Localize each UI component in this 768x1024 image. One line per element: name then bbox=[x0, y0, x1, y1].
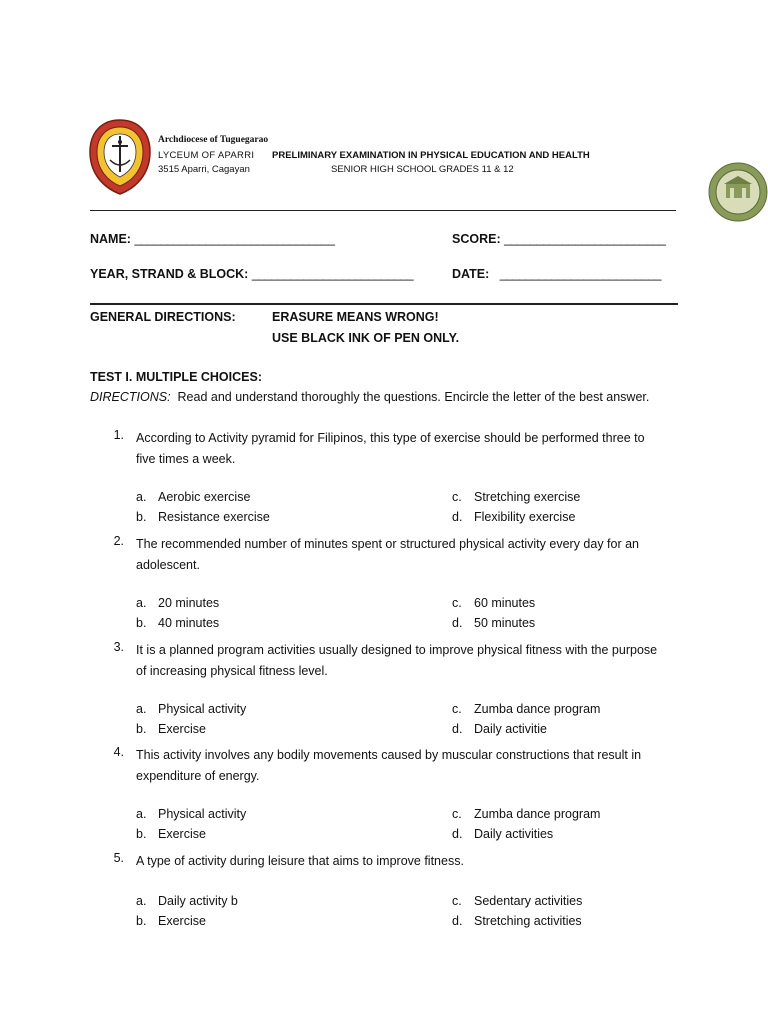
answer-option[interactable] bbox=[452, 702, 600, 716]
answer-option[interactable] bbox=[452, 510, 575, 524]
option-letter[interactable]: d. bbox=[452, 510, 463, 524]
option-text: Stretching exercise bbox=[474, 490, 581, 504]
option-letter[interactable]: b. bbox=[136, 722, 147, 736]
year-strand-block-blank[interactable]: _________________________ bbox=[251, 267, 414, 281]
question-text: A type of activity during leisure that aims to improve fitness. bbox=[136, 854, 464, 868]
answer-option[interactable] bbox=[452, 722, 547, 736]
question-text: According to Activity pyramid for Filipinos, this type of exercise should be performed three to five times a week. bbox=[136, 431, 645, 466]
option-letter[interactable]: b. bbox=[136, 616, 147, 630]
question-number: 3. bbox=[113, 640, 124, 654]
school-seal-logo bbox=[708, 162, 768, 222]
date-blank[interactable]: _________________________ bbox=[499, 267, 661, 281]
score-label: SCORE: bbox=[452, 232, 501, 246]
fields-divider bbox=[90, 303, 678, 305]
question-number: 4. bbox=[113, 745, 124, 759]
option-letter[interactable]: d. bbox=[452, 827, 463, 841]
option-letter[interactable]: a. bbox=[136, 490, 147, 504]
option-letter[interactable]: d. bbox=[452, 722, 463, 736]
answer-option[interactable] bbox=[452, 894, 582, 908]
option-letter[interactable]: a. bbox=[136, 807, 147, 821]
test-directions bbox=[90, 390, 649, 404]
answer-option[interactable] bbox=[452, 616, 535, 630]
question-text: It is a planned program activities usually designed to improve physical fitness with the purpose of increasing physical fitness level. bbox=[136, 643, 658, 678]
answer-option[interactable] bbox=[136, 510, 270, 524]
answer-option[interactable] bbox=[136, 807, 246, 821]
answer-option[interactable] bbox=[136, 616, 219, 630]
general-directions-label: GENERAL DIRECTIONS: bbox=[90, 310, 236, 324]
answer-option[interactable] bbox=[136, 722, 206, 736]
answer-option[interactable] bbox=[136, 596, 219, 610]
option-text: 40 minutes bbox=[158, 616, 220, 630]
lyceum-seal-logo bbox=[86, 118, 154, 196]
archdiocese-name: Archdiocese of Tuguegarao bbox=[158, 135, 269, 145]
option-text: Resistance exercise bbox=[158, 510, 270, 524]
answer-option[interactable] bbox=[136, 702, 246, 716]
answer-option[interactable] bbox=[136, 894, 238, 908]
score-field[interactable] bbox=[452, 232, 665, 246]
answer-option[interactable] bbox=[452, 490, 580, 504]
year-strand-block-label: YEAR, STRAND & BLOCK: bbox=[90, 267, 249, 281]
option-text: 20 minutes bbox=[158, 596, 220, 610]
school-name: LYCEUM OF APARRI bbox=[158, 150, 255, 161]
directions-text: Read and understand thoroughly the questions. Encircle the letter of the best answer. bbox=[177, 390, 650, 404]
option-text: Exercise bbox=[158, 914, 206, 928]
option-letter[interactable]: a. bbox=[136, 894, 147, 908]
score-blank[interactable]: _________________________ bbox=[504, 232, 666, 246]
option-text: Zumba dance program bbox=[474, 807, 601, 821]
name-label: NAME: bbox=[90, 232, 131, 246]
option-text: Exercise bbox=[158, 722, 206, 736]
option-letter[interactable]: a. bbox=[136, 596, 147, 610]
option-text: 50 minutes bbox=[474, 616, 536, 630]
name-field[interactable] bbox=[90, 232, 334, 246]
option-text: Zumba dance program bbox=[474, 702, 601, 716]
option-text: Daily activitie bbox=[474, 722, 547, 736]
option-text: Daily activities bbox=[474, 827, 554, 841]
question-number: 5. bbox=[113, 851, 124, 865]
option-text: Flexibility exercise bbox=[474, 510, 576, 524]
option-letter[interactable]: d. bbox=[452, 616, 463, 630]
option-text: Aerobic exercise bbox=[158, 490, 251, 504]
option-text: Stretching activities bbox=[474, 914, 582, 928]
answer-option[interactable] bbox=[136, 827, 206, 841]
option-letter[interactable]: c. bbox=[452, 596, 462, 610]
option-text: Physical activity bbox=[158, 702, 247, 716]
header-divider bbox=[90, 210, 676, 211]
option-text: Sedentary activities bbox=[474, 894, 583, 908]
question-text: The recommended number of minutes spent or structured physical activity every day for an adolescent. bbox=[136, 537, 640, 572]
answer-option[interactable] bbox=[452, 914, 582, 928]
option-text: Exercise bbox=[158, 827, 206, 841]
answer-option[interactable] bbox=[452, 596, 535, 610]
option-text: Physical activity bbox=[158, 807, 247, 821]
test-title: TEST I. MULTIPLE CHOICES: bbox=[90, 370, 262, 384]
option-letter[interactable]: a. bbox=[136, 702, 147, 716]
option-letter[interactable]: b. bbox=[136, 914, 147, 928]
general-direction-ink: USE BLACK INK OF PEN ONLY. bbox=[272, 331, 460, 345]
general-direction-erasure: ERASURE MEANS WRONG! bbox=[272, 310, 439, 324]
option-letter[interactable]: b. bbox=[136, 827, 147, 841]
year-strand-block-field[interactable] bbox=[90, 267, 413, 281]
option-letter[interactable]: d. bbox=[452, 914, 463, 928]
option-letter[interactable]: c. bbox=[452, 807, 462, 821]
school-address: 3515 Aparri, Cagayan bbox=[158, 164, 250, 175]
option-letter[interactable]: c. bbox=[452, 894, 462, 908]
option-letter[interactable]: c. bbox=[452, 702, 462, 716]
option-letter[interactable]: b. bbox=[136, 510, 147, 524]
option-text: 60 minutes bbox=[474, 596, 536, 610]
name-blank[interactable]: _______________________________ bbox=[134, 232, 335, 246]
option-letter[interactable]: c. bbox=[452, 490, 462, 504]
directions-label: DIRECTIONS: bbox=[90, 390, 171, 404]
answer-option[interactable] bbox=[452, 827, 553, 841]
question-text: This activity involves any bodily movements caused by muscular constructions that result in expenditure of energy. bbox=[136, 748, 642, 783]
answer-option[interactable] bbox=[452, 807, 600, 821]
question-number: 2. bbox=[113, 534, 124, 548]
date-field[interactable] bbox=[452, 267, 661, 281]
exam-title: PRELIMINARY EXAMINATION IN PHYSICAL EDUCATION AND HEALTH bbox=[272, 150, 590, 161]
grade-level: SENIOR HIGH SCHOOL GRADES 11 & 12 bbox=[331, 164, 514, 175]
question-number: 1. bbox=[113, 428, 124, 442]
date-label: DATE: bbox=[452, 267, 490, 281]
answer-option[interactable] bbox=[136, 914, 206, 928]
option-text: Daily activity b bbox=[158, 894, 238, 908]
answer-option[interactable] bbox=[136, 490, 250, 504]
